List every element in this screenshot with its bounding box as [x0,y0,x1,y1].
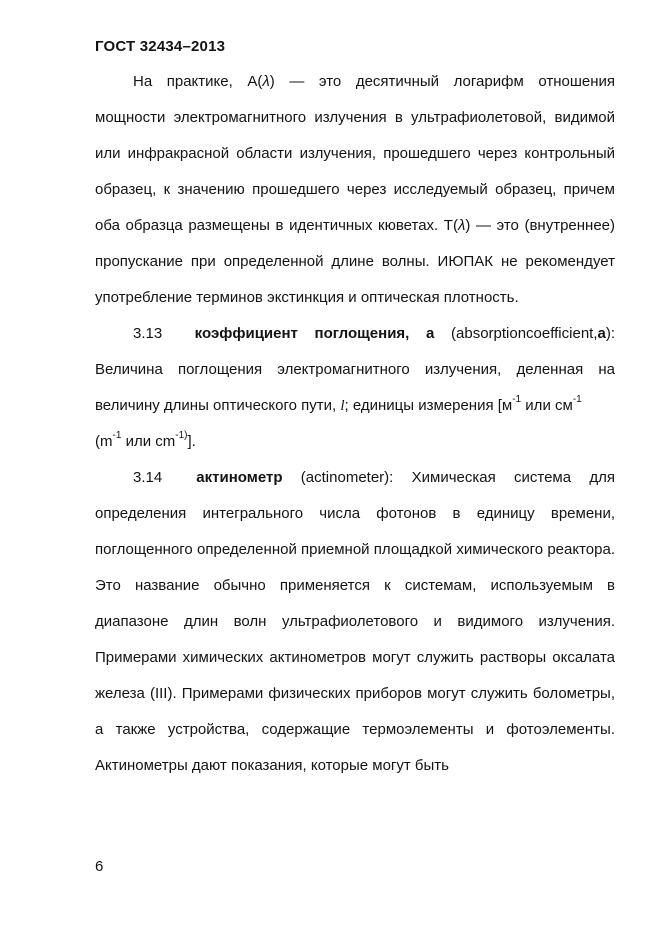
definition-text: Химическая система для определения интегрального числа фотонов в единицу времени, поглощенного определенной приемной площадкой химического реактора. Это название обычно применяется к системам, используемым в диапазоне длин волн ультрафиолетового и видимого излучения. Примерами химических актинометров могут служить растворы оксалата железа (III). Примерами физических приборов могут служить болометры, а также устройства, содержащие термоэлементы и фотоэлементы. Актинометры дают показания, которые могут быть [95,469,615,774]
superscript: -1) [175,430,188,441]
document-body [95,64,615,784]
lambda-symbol: λ [262,73,270,90]
term-english: (actinometer): [300,469,394,486]
path-length-symbol: l [340,398,345,414]
term-english: (absorptioncoefficient, [451,325,598,342]
paragraph-absorbance-note [95,64,615,316]
definition-text: или cm [121,433,176,450]
absorbance-symbol: A( [247,73,263,90]
term-english-close: ): [605,325,616,342]
absorbance-symbol-close: ) [269,73,275,90]
paragraph-term-3-13 [95,316,615,460]
definition-text: или см [521,397,573,414]
text-segment: — это (внутреннее) пропускание при определенной длине волны. ИЮПАК не рекомендует употребление терминов экстинкция и оптическая плотность. [95,217,615,306]
definition-text: ]. [187,433,196,450]
clause-number: 3.13 [133,325,163,342]
lambda-symbol: λ [457,217,466,234]
text-segment: На практике, [133,73,233,90]
superscript: -1 [112,430,122,441]
superscript: -1 [572,394,582,405]
definition-text: ; единицы измерения [м [344,397,513,414]
transmittance-symbol: T( [443,217,458,234]
term-name: актинометр [196,469,283,486]
text-segment: — это десятичный логарифм отношения мощности электромагнитного излучения в ультрафиолетовой, видимой или инфракрасной области излучения, прошедшего через контрольный образец, к значению прошедшего через исследуемый образец, причем оба образца размещены в идентичных кюветах. [95,73,615,234]
superscript: -1 [512,394,522,405]
document-header: ГОСТ 32434–2013 [95,38,226,55]
clause-number: 3.14 [133,469,163,486]
term-name: коэффициент поглощения, а [194,325,435,342]
transmittance-symbol-close: ) [465,217,471,234]
definition-text: Величина поглощения электромагнитного излучения, деленная на величину длины оптического пути, [95,361,615,414]
term-english-symbol: a [597,325,606,342]
page-number: 6 [95,858,104,875]
paragraph-term-3-14 [95,460,615,784]
definition-text: (m [95,433,113,450]
